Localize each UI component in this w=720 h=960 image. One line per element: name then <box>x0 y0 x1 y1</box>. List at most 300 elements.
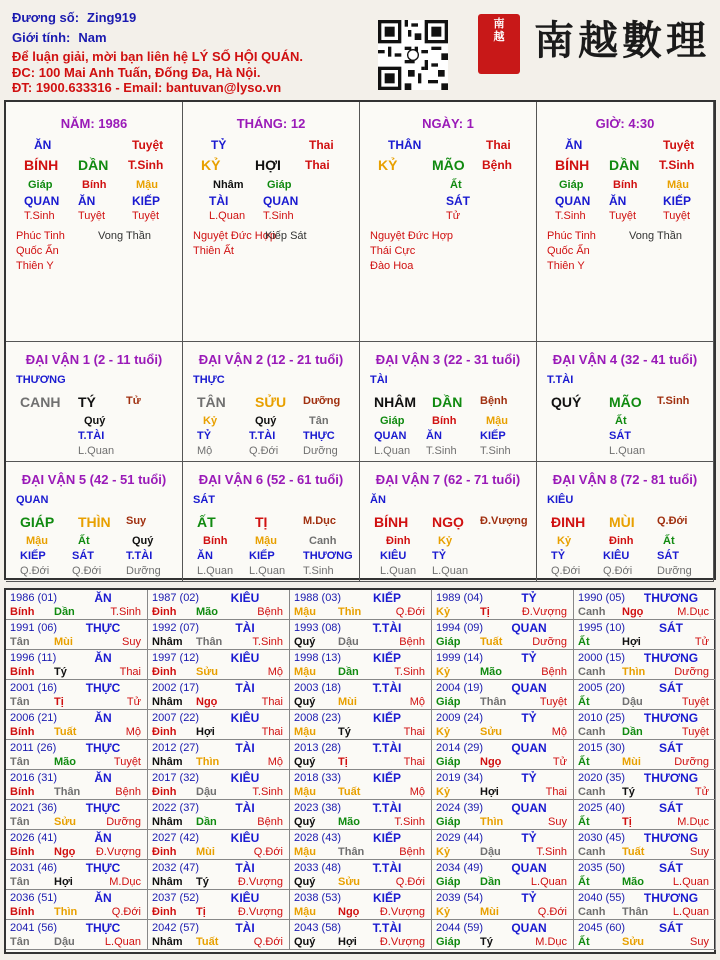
dv-hidden-phase: T.Sinh <box>303 565 334 577</box>
year-chi: Thìn <box>338 606 362 618</box>
dv-hidden-can: Ất <box>663 535 675 547</box>
hidden-can: Mậu <box>136 179 158 191</box>
year-cell <box>290 830 432 860</box>
logo-calligraphy: 南越數理 <box>534 17 710 64</box>
year-star: ĂN <box>94 771 112 785</box>
year-chi: Mão <box>196 606 218 618</box>
hidden-can: Nhâm <box>213 179 244 191</box>
year-cell <box>6 710 148 740</box>
dv-hidden-can: Kỷ <box>557 535 572 547</box>
year-phase: Thai <box>261 726 283 738</box>
year-phase: Q.Đới <box>111 906 141 918</box>
year-chi: Mùi <box>480 906 499 918</box>
year-phase: T.Sinh <box>110 606 141 618</box>
year-star: KIÊU <box>230 591 260 605</box>
year-phase: Mộ <box>125 726 141 738</box>
hidden-can: Giáp <box>267 179 292 191</box>
year-cell <box>574 590 716 620</box>
qr-code-icon[interactable] <box>378 20 448 90</box>
hidden-can: Mậu <box>667 179 689 191</box>
year-star: TÀI <box>235 681 255 695</box>
year-phase: M.Dục <box>109 876 141 888</box>
dv-hidden-can: Đinh <box>386 535 411 547</box>
year-star: SÁT <box>659 921 683 935</box>
year-cell <box>290 680 432 710</box>
year-label: 2043 (58) <box>294 922 342 934</box>
hidden-phase: Tuyệt <box>609 210 637 222</box>
dai-van-title: ĐẠI VẬN 4 (32 - 41 tuổi) <box>552 352 698 367</box>
year-phase: Đ.Vượng <box>379 906 425 918</box>
year-chi: Tý <box>622 786 635 798</box>
dv-hidden-star: TỶ <box>432 550 447 562</box>
year-chi: Dậu <box>54 936 75 948</box>
year-label: 2030 (45) <box>578 832 626 844</box>
year-star: KIẾP <box>372 771 401 785</box>
year-can: Nhâm <box>152 696 183 708</box>
year-star: T.TÀI <box>372 861 402 875</box>
dv-hidden-star: KIẾP <box>480 430 506 442</box>
year-can: Nhâm <box>152 636 183 648</box>
year-star: TÀI <box>235 801 255 815</box>
year-cell <box>148 740 290 770</box>
year-phase: M.Dục <box>677 606 709 618</box>
year-phase: Q.Đới <box>253 846 283 858</box>
year-chi: Dần <box>338 666 359 678</box>
year-chi: Tị <box>622 816 632 828</box>
year-cell <box>574 680 716 710</box>
year-chi: Ngọ <box>196 696 218 708</box>
year-phase: Q.Đới <box>395 606 425 618</box>
year-phase: Bệnh <box>541 666 567 678</box>
year-star: THƯƠNG <box>643 591 699 605</box>
year-star: ĂN <box>94 891 112 905</box>
year-can: Đinh <box>152 726 177 738</box>
year-can: Bính <box>10 846 35 858</box>
dv-hidden-phase: L.Quan <box>380 565 417 577</box>
year-star: T.TÀI <box>372 741 402 755</box>
year-star: THỰC <box>85 921 121 935</box>
dv-hidden-star: TỶ <box>551 550 566 562</box>
pillar-cell <box>183 102 360 342</box>
year-label: 2001 (16) <box>10 682 58 694</box>
year-can: Đinh <box>152 906 177 918</box>
year-chi: Sửu <box>54 816 77 828</box>
dv-hidden-star: T.TÀI <box>78 430 105 442</box>
year-phase: Tuyệt <box>681 726 709 738</box>
year-phase: L.Quan <box>104 936 141 948</box>
year-star: KIÊU <box>230 711 260 725</box>
year-label: 2004 (19) <box>436 682 484 694</box>
dai-van-chi: NGỌ <box>432 514 464 530</box>
dv-hidden-phase: L.Quan <box>609 445 646 457</box>
year-cell <box>290 770 432 800</box>
year-phase: Thai <box>403 726 425 738</box>
dai-van-can: QUÝ <box>551 394 582 410</box>
year-label: 1990 (05) <box>578 592 626 604</box>
dai-van-chi: MÃO <box>609 394 642 410</box>
dv-hidden-star: T.TÀI <box>126 550 153 562</box>
year-chi: Thìn <box>622 666 646 678</box>
year-label: 2009 (24) <box>436 712 484 724</box>
year-phase: Tử <box>552 756 567 768</box>
year-can: Tân <box>10 876 30 888</box>
pillar-can: BÍNH <box>24 157 59 173</box>
year-star: KIÊU <box>230 771 260 785</box>
year-chi: Dần <box>622 726 643 738</box>
pillar-star-left: THÂN <box>388 138 422 152</box>
pillar-star-left: ĂN <box>34 138 52 152</box>
dv-hidden-can: Bính <box>432 415 457 427</box>
year-label: 2037 (52) <box>152 892 200 904</box>
year-cell <box>290 650 432 680</box>
hidden-star: SÁT <box>446 194 470 208</box>
dv-hidden-can: Kỷ <box>203 415 218 427</box>
hidden-star: TÀI <box>209 194 229 208</box>
year-cell <box>432 800 574 830</box>
dv-hidden-phase: L.Quan <box>249 565 286 577</box>
year-can: Ất <box>578 876 590 888</box>
dai-van-star: THỰC <box>193 374 225 386</box>
dai-van-chi: TÝ <box>78 394 96 410</box>
year-star: THƯƠNG <box>643 771 699 785</box>
year-chi: Mùi <box>196 846 215 858</box>
year-cell <box>6 650 148 680</box>
pillar-note: Quốc Ấn <box>16 245 59 257</box>
dai-van-star: QUAN <box>16 494 49 506</box>
year-phase: T.Sinh <box>394 816 425 828</box>
year-chi: Dần <box>196 816 217 828</box>
pillar-note: Phúc Tinh <box>547 230 596 242</box>
year-label: 2016 (31) <box>10 772 58 784</box>
year-label: 2019 (34) <box>436 772 484 784</box>
year-label: 2011 (26) <box>10 742 57 754</box>
dai-van-can: GIÁP <box>20 514 55 530</box>
year-phase: Thai <box>403 756 425 768</box>
hidden-phase: Tuyệt <box>663 210 691 222</box>
hidden-star: QUAN <box>24 194 60 208</box>
dv-hidden-star: THƯƠNG <box>303 550 353 562</box>
year-can: Đinh <box>152 666 177 678</box>
year-can: Kỷ <box>436 906 451 918</box>
dv-hidden-phase: Q.Đới <box>72 565 102 577</box>
year-cell <box>148 590 290 620</box>
year-label: 2038 (53) <box>294 892 342 904</box>
year-can: Tân <box>10 636 30 648</box>
year-star: THỰC <box>85 861 121 875</box>
year-can: Bính <box>10 726 35 738</box>
year-chi: Thân <box>54 786 81 798</box>
year-cell <box>432 740 574 770</box>
year-chi: Mão <box>622 876 644 888</box>
year-chi: Ngọ <box>338 906 360 918</box>
gioi-tinh-line: Giới tính: Nam <box>12 30 107 45</box>
year-chi: Ngọ <box>622 606 644 618</box>
year-chi: Sửu <box>196 666 219 678</box>
year-can: Canh <box>578 906 606 918</box>
year-can: Tân <box>10 756 30 768</box>
year-cell <box>6 920 148 950</box>
hidden-star: ĂN <box>609 194 627 208</box>
year-star: TỶ <box>521 591 537 605</box>
year-can: Bính <box>10 606 35 618</box>
year-star: T.TÀI <box>372 621 402 635</box>
year-cell <box>432 590 574 620</box>
pillar-note: Đào Hoa <box>370 260 414 272</box>
pillar-note: Thiên Y <box>16 260 54 272</box>
pillar-note: Quốc Ấn <box>547 245 590 257</box>
year-chi: Tuất <box>338 786 361 798</box>
year-cell <box>574 920 716 950</box>
year-cell <box>148 860 290 890</box>
year-can: Quý <box>294 636 316 648</box>
year-label: 2024 (39) <box>436 802 484 814</box>
dai-van-can: BÍNH <box>374 514 409 530</box>
year-cell <box>432 860 574 890</box>
pillar-title: NGÀY: 1 <box>422 116 474 131</box>
year-chi: Dần <box>480 876 501 888</box>
year-can: Kỷ <box>436 666 451 678</box>
dai-van-phase: Suy <box>126 515 147 527</box>
year-cell <box>574 650 716 680</box>
dv-hidden-phase: Q.Đới <box>551 565 581 577</box>
year-label: 2031 (46) <box>10 862 58 874</box>
year-star: KIÊU <box>230 651 260 665</box>
year-star: T.TÀI <box>372 681 402 695</box>
year-can: Mậu <box>294 846 316 858</box>
year-chi: Tị <box>196 906 206 918</box>
year-phase: T.Sinh <box>536 846 567 858</box>
dv-hidden-star: TỶ <box>197 430 212 442</box>
year-cell <box>290 800 432 830</box>
dv-hidden-star: KIÊU <box>603 550 630 562</box>
year-cell <box>290 710 432 740</box>
year-phase: Mộ <box>267 756 283 768</box>
year-chi: Tý <box>54 666 67 678</box>
year-phase: Bệnh <box>399 636 425 648</box>
pillar-cell <box>360 102 537 342</box>
annual-luck-table <box>4 588 716 954</box>
year-star: QUAN <box>511 681 547 695</box>
year-phase: Đ.Vượng <box>237 906 283 918</box>
year-phase: Bệnh <box>257 606 283 618</box>
year-chi: Sửu <box>622 936 645 948</box>
year-label: 2003 (18) <box>294 682 342 694</box>
year-chi: Tý <box>480 936 493 948</box>
year-phase: Thai <box>261 696 283 708</box>
year-chi: Hợi <box>622 636 641 648</box>
year-can: Mậu <box>294 606 316 618</box>
year-can: Mậu <box>294 906 316 918</box>
year-chi: Mão <box>480 666 502 678</box>
year-chi: Tuất <box>196 936 219 948</box>
year-cell <box>6 740 148 770</box>
year-can: Giáp <box>436 696 461 708</box>
year-phase: Thai <box>545 786 567 798</box>
year-can: Đinh <box>152 786 177 798</box>
dv-hidden-phase: T.Sinh <box>426 445 457 457</box>
dai-van-title: ĐẠI VẬN 2 (12 - 21 tuổi) <box>198 352 344 367</box>
year-cell <box>6 890 148 920</box>
dai-van-title: ĐẠI VẬN 1 (2 - 11 tuổi) <box>25 352 163 367</box>
year-star: THƯƠNG <box>643 651 699 665</box>
year-phase: Tử <box>694 636 709 648</box>
dv-hidden-phase: L.Quan <box>374 445 411 457</box>
dai-van-star: THƯƠNG <box>16 374 66 386</box>
year-chi: Dậu <box>338 636 359 648</box>
pillar-chi: DẦN <box>609 157 640 173</box>
year-label: 2005 (20) <box>578 682 626 694</box>
dv-hidden-star: KIẾP <box>249 550 275 562</box>
year-label: 1989 (04) <box>436 592 484 604</box>
year-star: THƯƠNG <box>643 711 699 725</box>
red-seal-stamp: 南 越 <box>478 14 520 74</box>
year-star: T.TÀI <box>372 801 402 815</box>
pillar-note-right: Vong Thần <box>98 230 152 242</box>
year-cell <box>574 770 716 800</box>
year-chi: Thìn <box>54 906 78 918</box>
year-star: TÀI <box>235 921 255 935</box>
hidden-can: Bính <box>82 179 107 191</box>
year-phase: L.Quan <box>672 906 709 918</box>
year-can: Ất <box>578 756 590 768</box>
dv-hidden-phase: Mộ <box>197 445 213 457</box>
year-label: 2015 (30) <box>578 742 626 754</box>
year-can: Bính <box>10 666 35 678</box>
hidden-phase: Tuyệt <box>78 210 106 222</box>
year-can: Kỷ <box>436 726 451 738</box>
year-star: TỶ <box>521 831 537 845</box>
hidden-phase: L.Quan <box>209 210 246 222</box>
year-phase: Q.Đới <box>537 906 567 918</box>
year-chi: Tị <box>54 696 64 708</box>
year-cell <box>148 770 290 800</box>
year-chi: Mùi <box>338 696 357 708</box>
year-cell <box>148 710 290 740</box>
year-star: QUAN <box>511 861 547 875</box>
year-chi: Tị <box>338 756 348 768</box>
year-label: 2023 (38) <box>294 802 342 814</box>
hidden-can: Giáp <box>559 179 584 191</box>
year-phase: Mộ <box>409 786 425 798</box>
year-chi: Ngọ <box>54 846 76 858</box>
year-label: 2017 (32) <box>152 772 200 784</box>
year-label: 2035 (50) <box>578 862 626 874</box>
year-label: 2010 (25) <box>578 712 626 724</box>
dai-van-phase: Tử <box>126 395 141 407</box>
year-cell <box>290 590 432 620</box>
dai-van-title: ĐẠI VẬN 5 (42 - 51 tuổi) <box>21 472 167 487</box>
year-phase: Tuyệt <box>113 756 141 768</box>
year-phase: T.Sinh <box>394 666 425 678</box>
year-chi: Tị <box>480 606 490 618</box>
year-star: TÀI <box>235 861 255 875</box>
pillar-can: KỶ <box>201 157 221 173</box>
year-can: Quý <box>294 696 316 708</box>
year-cell <box>6 620 148 650</box>
dv-hidden-can: Quý <box>255 415 277 427</box>
hidden-star: QUAN <box>555 194 591 208</box>
year-label: 2012 (27) <box>152 742 200 754</box>
year-star: KIẾP <box>372 831 401 845</box>
year-chi: Tý <box>196 876 209 888</box>
phone-email-line: ĐT: 1900.633316 - Email: bantuvan@lyso.vn <box>12 80 282 95</box>
year-label: 2041 (56) <box>10 922 58 934</box>
year-star: ĂN <box>94 831 112 845</box>
dv-hidden-phase: L.Quan <box>197 565 234 577</box>
pillar-star-right: Thai <box>486 138 511 152</box>
dai-van-title: ĐẠI VẬN 3 (22 - 31 tuổi) <box>375 352 521 367</box>
year-star: QUAN <box>511 921 547 935</box>
year-cell <box>148 830 290 860</box>
year-label: 1994 (09) <box>436 622 484 634</box>
year-star: THỰC <box>85 741 121 755</box>
year-can: Tân <box>10 816 30 828</box>
year-phase: Mộ <box>551 726 567 738</box>
year-can: Nhâm <box>152 936 183 948</box>
year-chi: Mùi <box>54 636 73 648</box>
dai-van-chi: MÙI <box>609 514 635 530</box>
year-chi: Mão <box>338 816 360 828</box>
year-label: 2018 (33) <box>294 772 342 784</box>
dv-hidden-can: Quý <box>132 535 154 547</box>
year-label: 2036 (51) <box>10 892 58 904</box>
year-phase: Q.Đới <box>395 876 425 888</box>
pillar-chi: MÃO <box>432 157 465 173</box>
dai-van-cell <box>360 342 537 462</box>
dai-van-title: ĐẠI VẬN 7 (62 - 71 tuổi) <box>375 472 521 487</box>
year-can: Mậu <box>294 666 316 678</box>
year-can: Giáp <box>436 636 461 648</box>
dai-van-phase: T.Sinh <box>657 395 690 407</box>
year-star: THƯƠNG <box>643 831 699 845</box>
year-can: Quý <box>294 876 316 888</box>
dai-van-phase: M.Dục <box>303 515 336 527</box>
year-star: TÀI <box>235 741 255 755</box>
dv-hidden-can: Canh <box>309 535 337 547</box>
pillar-cell <box>537 102 714 342</box>
year-can: Kỷ <box>436 786 451 798</box>
year-phase: Đ.Vượng <box>95 846 141 858</box>
year-can: Bính <box>10 786 35 798</box>
year-phase: Mộ <box>267 666 283 678</box>
dai-van-phase: Bệnh <box>480 395 508 407</box>
year-cell <box>432 620 574 650</box>
year-chi: Mão <box>54 756 76 768</box>
dv-hidden-can: Giáp <box>380 415 405 427</box>
dv-hidden-phase: Dưỡng <box>657 565 692 577</box>
pillar-can: KỶ <box>378 157 398 173</box>
hidden-star: ĂN <box>78 194 96 208</box>
year-label: 2013 (28) <box>294 742 342 754</box>
year-star: TÀI <box>235 621 255 635</box>
dai-van-cell <box>537 462 714 582</box>
pillar-title: GIỜ: 4:30 <box>595 116 655 131</box>
pillar-star-left: TỶ <box>211 138 227 152</box>
year-chi: Thân <box>338 846 365 858</box>
year-label: 2029 (44) <box>436 832 484 844</box>
pillar-note: Nguyệt Đức Hợp <box>193 230 277 242</box>
year-star: KIÊU <box>230 891 260 905</box>
hidden-can: Bính <box>613 179 638 191</box>
dv-hidden-phase: L.Quan <box>432 565 469 577</box>
year-chi: Hợi <box>480 786 499 798</box>
dv-hidden-can: Kỷ <box>438 535 453 547</box>
year-phase: Đ.Vượng <box>521 606 567 618</box>
year-can: Mậu <box>294 726 316 738</box>
dai-van-chi: TỊ <box>255 514 268 530</box>
dai-van-title: ĐẠI VẬN 6 (52 - 61 tuổi) <box>198 472 344 487</box>
year-label: 2006 (21) <box>10 712 58 724</box>
